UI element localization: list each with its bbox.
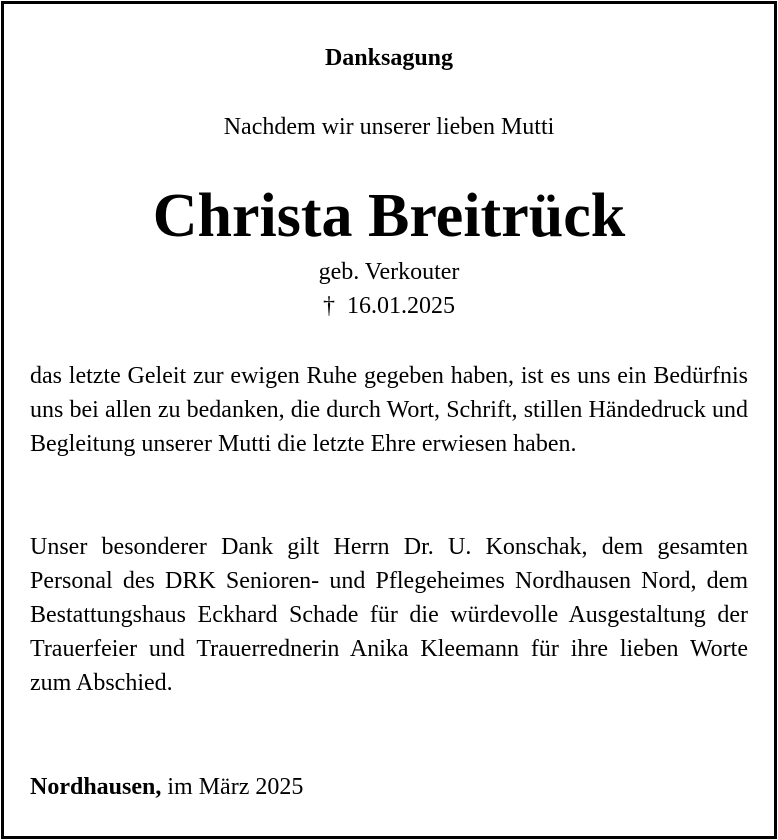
thanks-paragraph: das letzte Geleit zur ewigen Ruhe gegeben haben, ist es uns ein Bedürfnis uns bei allen zu bedanken, die durch Wort, Schrift, stillen Händedruck und Begleitung unserer Mutti die letzte Ehre erwiesen haben.: [30, 363, 748, 457]
death-line: [4, 291, 774, 321]
closing-date: im März 2025: [167, 774, 304, 800]
death-date: 16.01.2025: [347, 293, 455, 319]
closing-line: [30, 770, 303, 804]
intro-line: Nachdem wir unserer lieben Mutti: [223, 114, 555, 140]
special-thanks-paragraph: Unser besonderer Dank gilt Herrn Dr. U. Konschak, dem gesamten Personal des DRK Senioren- und Pflegeheimes Nordhausen Nord, dem Bestattungshaus Eckhard Schade für die würdevolle Ausgestaltung der Trauerfeier und Trauerrednerin Anika Kleemann für ihre lieben Worte zum Abschied.: [30, 534, 748, 696]
death-cross-icon: †: [323, 293, 335, 319]
closing-place: Nordhausen,: [30, 774, 162, 800]
birth-name: geb. Verkouter: [318, 259, 460, 285]
deceased-name: Christa Breitrück: [152, 182, 626, 250]
notice-heading: Danksagung: [324, 45, 454, 71]
notice-frame: [1, 1, 777, 839]
